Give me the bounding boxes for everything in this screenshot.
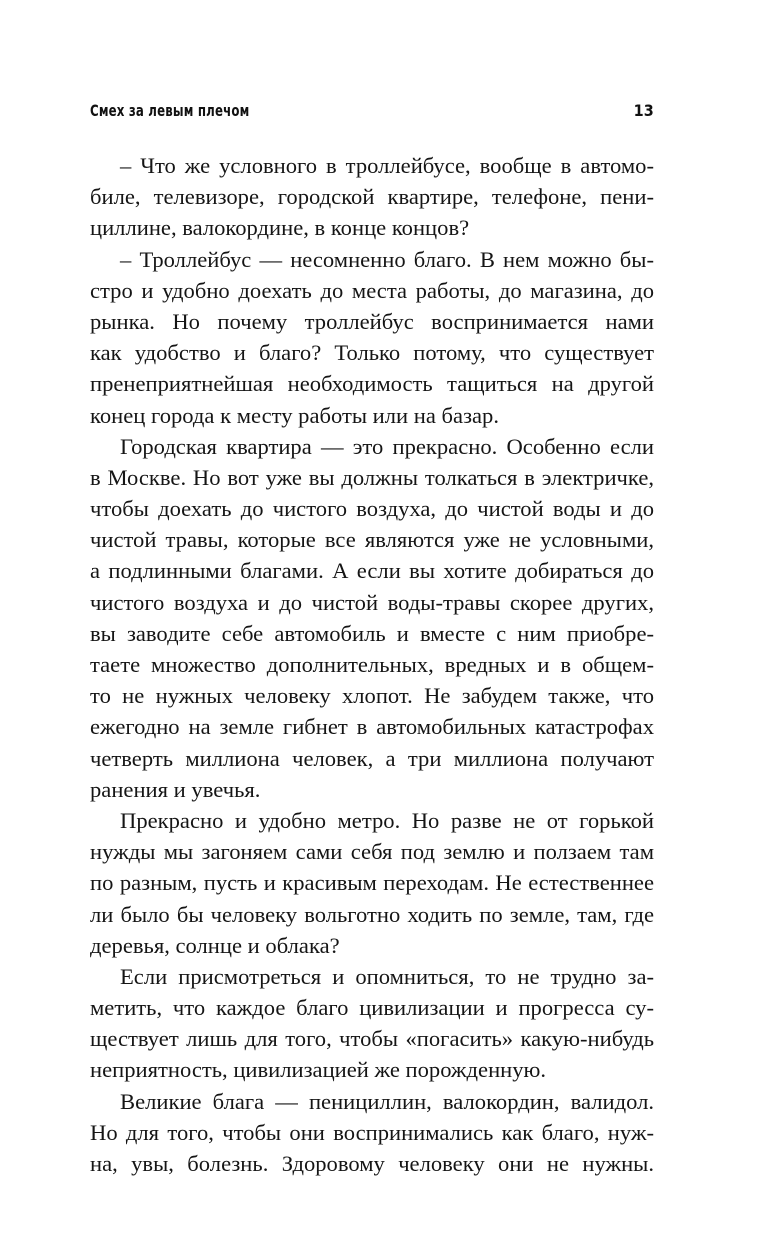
text-line: а подлинными благами. А если вы хотите добираться до xyxy=(90,558,654,584)
text-line: Но для того, чтобы они воспринимались как благо, нуж- xyxy=(90,1119,654,1145)
body-text xyxy=(90,150,654,1179)
paragraph xyxy=(90,961,654,1086)
text-line: Городская квартира — это прекрасно. Особенно если xyxy=(120,433,654,459)
running-header xyxy=(90,101,654,125)
text-line: чтобы доехать до чистого воздуха, до чистой воды и до xyxy=(90,496,654,522)
text-line: как удобство и благо? Только потому, что существует xyxy=(90,340,654,366)
text-line: чистой травы, которые все являются уже не условными, xyxy=(90,527,654,553)
text-line: нужды мы загоняем сами себя под землю и ползаем там xyxy=(90,839,654,865)
text-line: четверть миллиона человек, а три миллиона получают xyxy=(90,745,654,771)
text-line: – Троллейбус — несомненно благо. В нем можно бы- xyxy=(120,246,654,272)
text-line: деревья, солнце и облака? xyxy=(90,932,340,958)
page-number: 13 xyxy=(633,101,654,120)
text-line: в Москве. Но вот уже вы должны толкаться в электричке, xyxy=(90,464,654,490)
paragraph xyxy=(90,805,654,961)
running-title: Смех за левым плечом xyxy=(90,101,250,120)
text-line: ществует лишь для того, чтобы «погасить» какую-нибудь xyxy=(90,1026,654,1052)
text-line: таете множество дополнительных, вредных и в общем- xyxy=(90,652,654,677)
text-line: ежегодно на земле гибнет в автомобильных катастрофах xyxy=(90,714,654,740)
paragraph xyxy=(90,150,654,244)
text-line: метить, что каждое благо цивилизации и прогресса су- xyxy=(90,995,654,1021)
paragraph xyxy=(90,244,654,431)
text-line: Если присмотреться и опомниться, то не трудно за- xyxy=(120,963,654,989)
paragraph xyxy=(90,431,654,805)
text-line: циллине, валокордине, в конце концов? xyxy=(90,215,470,241)
text-line: пренеприятнейшая необходимость тащиться на другой xyxy=(90,371,654,397)
paragraph xyxy=(90,1086,654,1180)
text-line: ли было бы человеку вольготно ходить по земле, там, где xyxy=(90,901,654,927)
text-line: по разным, пусть и красивым переходам. Не естественнее xyxy=(90,870,654,896)
text-line: ранения и увечья. xyxy=(90,776,261,802)
text-line: рынка. Но почему троллейбус воспринимается нами xyxy=(90,308,654,334)
text-line: то не нужных человеку хлопот. Не забудем также, что xyxy=(90,683,654,709)
text-line: на, увы, болезнь. Здоровому человеку они не нужны. xyxy=(90,1151,654,1176)
text-line: Прекрасно и удобно метро. Но разве не от горькой xyxy=(120,807,654,833)
text-line: Великие блага — пенициллин, валокордин, валидол. xyxy=(120,1088,654,1114)
text-line: чистого воздуха и до чистой воды-травы скорее других, xyxy=(90,589,654,615)
text-line: вы заводите себе автомобиль и вместе с ним приобре- xyxy=(90,620,654,646)
text-line: биле, телевизоре, городской квартире, телефоне, пени- xyxy=(90,184,654,210)
text-line: неприятность, цивилизацией же порожденную. xyxy=(90,1057,547,1083)
text-line: – Что же условного в троллейбусе, вообще в автомо- xyxy=(120,153,654,178)
text-line: стро и удобно доехать до места работы, до магазина, до xyxy=(90,277,654,303)
text-line: конец города к месту работы или на базар. xyxy=(90,402,499,428)
